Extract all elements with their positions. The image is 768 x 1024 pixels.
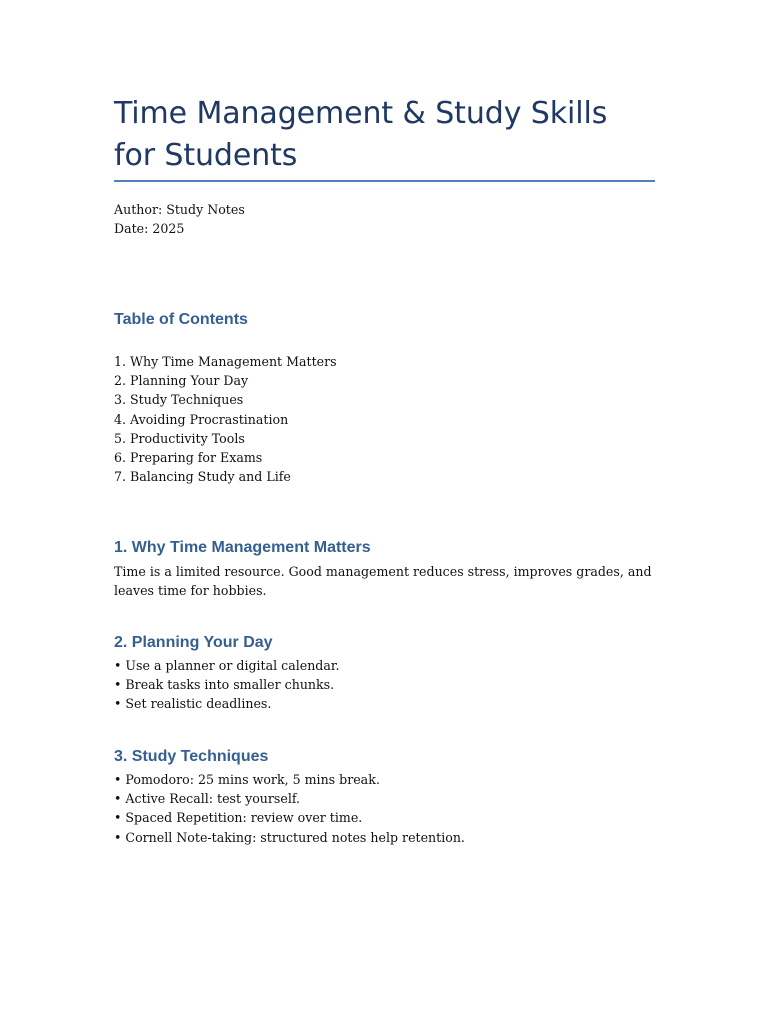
list-item: • Use a planner or digital calendar. — [114, 658, 340, 673]
toc-list — [114, 352, 654, 486]
section-2-bullets — [114, 656, 654, 714]
toc-heading: Table of Contents — [114, 311, 248, 328]
document-title: Time Management & Study Skills for Students — [114, 96, 608, 173]
toc-item: 5. Productivity Tools — [114, 430, 245, 446]
list-item: • Cornell Note-taking: structured notes help retention. — [114, 829, 465, 845]
list-item: • Active Recall: test yourself. — [114, 791, 301, 807]
toc-item: 7. Balancing Study and Life — [114, 469, 291, 485]
document-meta — [114, 200, 654, 238]
document-page — [114, 0, 656, 1024]
title-underline — [114, 180, 655, 182]
list-item: • Break tasks into smaller chunks. — [114, 677, 335, 693]
date-line: Date: 2025 — [114, 221, 185, 237]
toc-item: 4. Avoiding Procrastination — [114, 411, 289, 427]
toc-item: 2. Planning Your Day — [114, 373, 249, 389]
section-heading-2: 2. Planning Your Day — [114, 634, 273, 651]
toc-item: 6. Preparing for Exams — [114, 450, 263, 466]
toc-item: 3. Study Techniques — [114, 392, 244, 408]
list-item: • Pomodoro: 25 mins work, 5 mins break. — [114, 772, 380, 787]
author-line: Author: Study Notes — [114, 202, 245, 217]
list-item: • Spaced Repetition: review over time. — [114, 810, 363, 826]
section-heading-3: 3. Study Techniques — [114, 748, 269, 765]
section-heading-1: 1. Why Time Management Matters — [114, 539, 371, 556]
section-1-paragraph: Time is a limited resource. Good management reduces stress, improves grades, and leaves time for hobbies. — [114, 564, 652, 599]
section-3-bullets — [114, 770, 654, 847]
list-item: • Set realistic deadlines. — [114, 696, 272, 712]
toc-item: 1. Why Time Management Matters — [114, 354, 337, 369]
